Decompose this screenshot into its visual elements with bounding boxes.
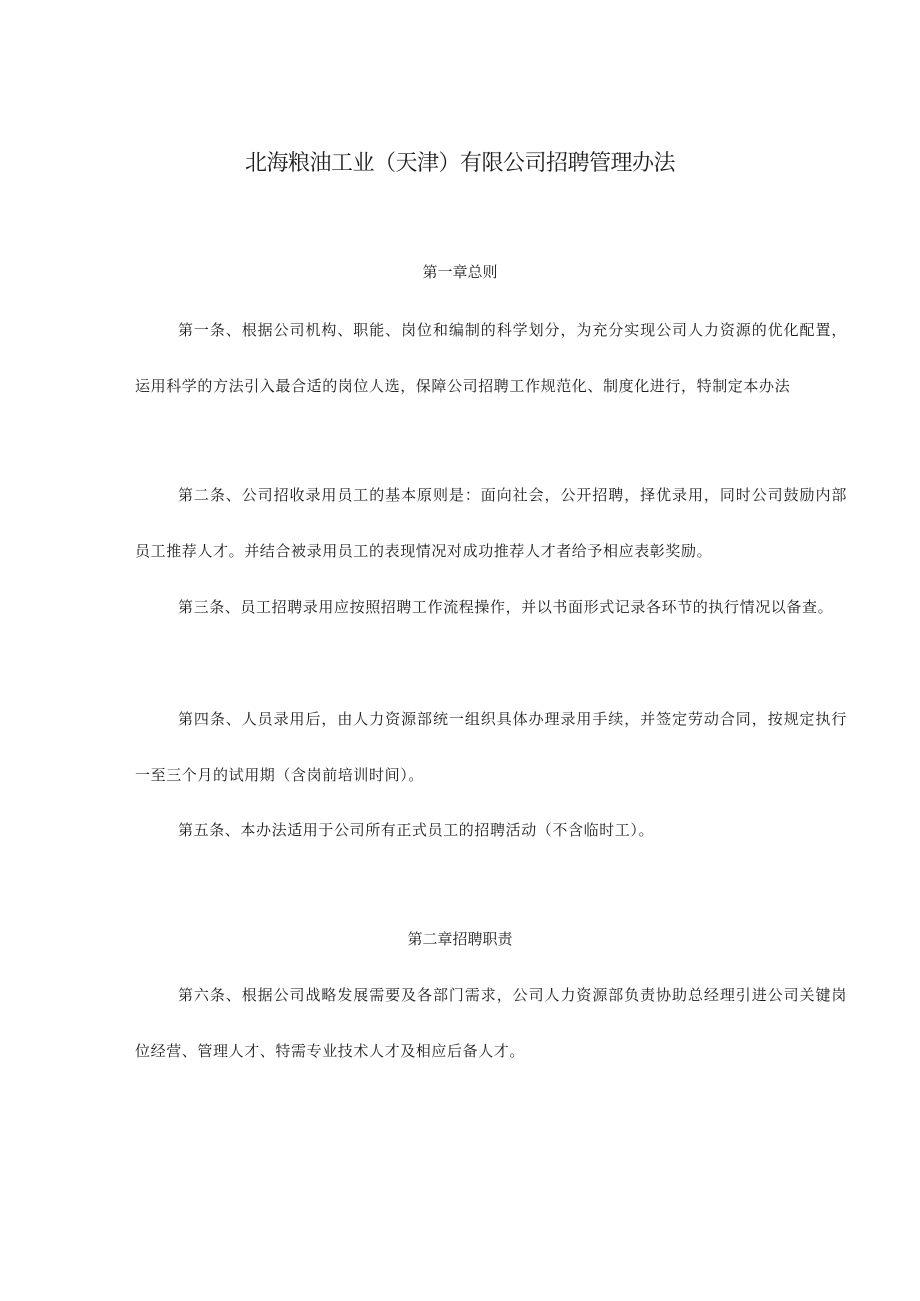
chapter-heading: 第二章招聘职责 bbox=[407, 930, 513, 948]
chapter-heading: 第一章总则 bbox=[422, 263, 498, 281]
article-paragraph: 第一条、根据公司机构、职能、岗位和编制的科学划分，为充分实现公司人力资源的优化配置，运用科学的方法引入最合适的岗位人选，保障公司招聘工作规范化、制度化进行，特制定本办法 bbox=[135, 321, 847, 395]
article-paragraph: 第六条、根据公司战略发展需要及各部门需求，公司人力资源部负责协助总经理引进公司关键岗位经营、管理人才、特需专业技术人才及相应后备人才。 bbox=[135, 986, 847, 1060]
article-paragraph: 第五条、本办法适用于公司所有正式员工的招聘活动（不含临时工）。 bbox=[178, 821, 655, 839]
document-title: 北海粮油工业（天津）有限公司招聘管理办法 bbox=[244, 151, 675, 176]
article-paragraph: 第四条、人员录用后，由人力资源部统一组织具体办理录用手续，并签定劳动合同，按规定执行一至三个月的试用期（含岗前培训时间）。 bbox=[135, 710, 847, 784]
article-paragraph: 第三条、员工招聘录用应按照招聘工作流程操作，并以书面形式记录各环节的执行情况以备查。 bbox=[178, 598, 834, 616]
article-paragraph: 第二条、公司招收录用员工的基本原则是：面向社会，公开招聘，择优录用，同时公司鼓励内部员工推荐人才。并结合被录用员工的表现情况对成功推荐人才者给予相应表彰奖励。 bbox=[135, 486, 847, 560]
